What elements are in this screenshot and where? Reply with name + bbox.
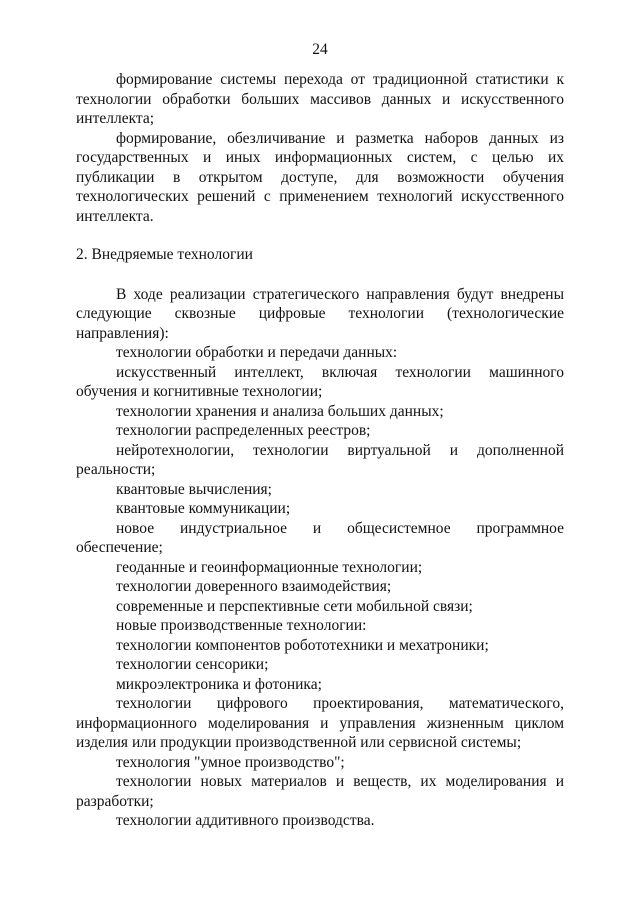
technologies-list — [76, 343, 564, 831]
paragraph-datasets-anonymization: формирование, обезличивание и разметка наборов данных из государственных и иных информационных систем, с целью их публикации в открытом доступе, для возможности обучения технологических решений с применением технологий искусственного интеллекта. — [76, 129, 564, 225]
technology-list-item: технологии сенсорики; — [116, 656, 269, 673]
technology-list-item: технологии новых материалов и веществ, их моделирования и разработки; — [76, 773, 564, 810]
technology-list-item: квантовые вычисления; — [116, 480, 272, 498]
technology-list-item: геоданные и геоинформационные технологии; — [116, 558, 423, 576]
technology-list-item: нейротехнологии, технологии виртуальной и дополненной реальности; — [76, 441, 564, 478]
technology-list-item: технологии доверенного взаимодействия; — [116, 578, 392, 595]
technology-list-item: новые производственные технологии: — [116, 617, 367, 634]
technology-list-item: технологии компонентов робототехники и мехатроники; — [116, 636, 489, 654]
page-content — [76, 70, 564, 831]
technology-list-item: технологии аддитивного производства. — [116, 812, 375, 829]
section-heading: 2. Внедряемые технологии — [76, 246, 253, 263]
technology-list-item: технологии цифрового проектирования, математического, информационного моделирования и управления жизненным циклом изделия или продукции производственной или сервисной системы; — [76, 695, 564, 751]
page-number: 24 — [312, 41, 328, 58]
technology-list-item: технологии обработки и передачи данных: — [116, 344, 398, 361]
technology-list-item: микроэлектроника и фотоника; — [116, 675, 322, 693]
paragraph-statistics-transition: формирование системы перехода от традиционной статистики к технологии обработки больших массивов данных и искусственного интеллекта; — [76, 71, 564, 127]
technology-list-item: технологии хранения и анализа больших данных; — [116, 402, 444, 420]
technology-list-item: современные и перспективные сети мобильной связи; — [116, 597, 473, 615]
intro-paragraph: В ходе реализации стратегического направления будут внедрены следующие сквозные цифровые технологии (технологические направления): — [76, 285, 564, 342]
technology-list-item: технологии распределенных реестров; — [116, 422, 371, 439]
technology-list-item: новое индустриальное и общесистемное программное обеспечение; — [76, 519, 564, 556]
technology-list-item: квантовые коммуникации; — [116, 500, 291, 517]
technology-list-item: искусственный интеллект, включая технологии машинного обучения и когнитивные технологии; — [76, 363, 564, 400]
technology-list-item: технология "умное производство"; — [116, 753, 345, 771]
